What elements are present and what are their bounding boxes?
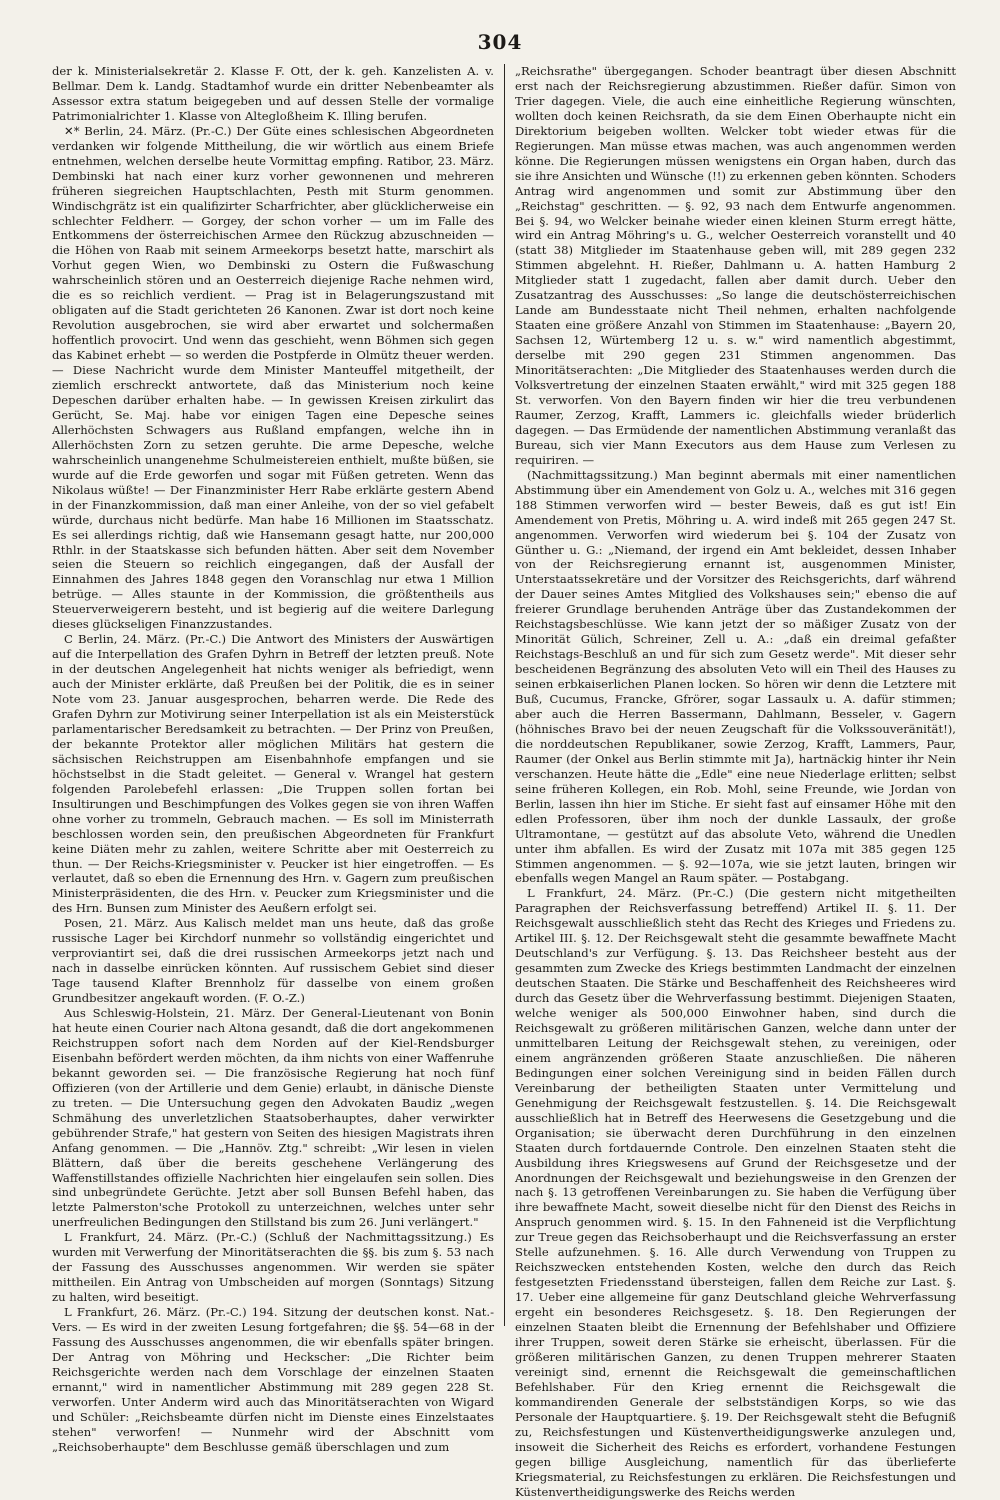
article-paragraph: C Berlin, 24. März. (Pr.-C.) Die Antwort des Ministers der Auswärtigen auf die Interpellation des Grafen Dyhrn in Betreff der letzten preuß. Note in der deutschen Angelegenheit hat nichts weniger als befriedigt, wenn auch der Minister erklärte, daß Preußen bei der Politik, die es in seiner Note vom 23. Januar ausgesprochen, beharren werde. Die Rede des Grafen Dyhrn zur Motivirung seiner Interpellation ist als ein Meisterstück parlamentarischer Beredsamkeit zu betrachten. — Der Prinz von Preußen, der bekannte Protektor aller möglichen Militärs hat gestern die sächsischen Reichstruppen am Eisenbahnhofe empfangen und sie höchstselbst in die Stadt geleitet. — General v. Wrangel hat gestern folgenden Parolebefehl erlassen: „Die Truppen sollen fortan bei Insultirungen und Beschimpfungen des Volkes gegen sie von ihren Waffen ohne vorher zu trommeln, Gebrauch machen. — Es soll im Ministerrath beschlossen worden sein, den preußischen Abgeordneten für Frankfurt keine Diäten mehr zu zahlen, weitere Schritte aber mit Oesterreich zu thun. — Der Reichs-Kriegsminister v. Peucker ist hier eingetroffen. — Es verlautet, daß so eben die Ernennung des Hrn. v. Gagern zum preußischen Ministerpräsidenten, die des Hrn. v. Peucker zum Kriegsminister und die des Hrn. Bunsen zum Minister des Aeußern erfolgt sei. <box>52 632 494 916</box>
text-columns <box>52 64 957 1499</box>
article-paragraph: L Frankfurt, 24. März. (Pr.-C.) (Die gestern nicht mitgetheilten Paragraphen der Reichsverfassung betreffend) Artikel II. §. 11. Der Reichsgewalt ausschließlich steht das Recht des Krieges und Friedens zu. Artikel III. §. 12. Der Reichsgewalt steht die gesammte bewaffnete Macht Deutschland's zur Verfügung. §. 13. Das Reichsheer besteht aus der gesammten zum Zwecke des Kriegs bestimmten Landmacht der einzelnen deutschen Staaten. Die Stärke und Beschaffenheit des Reichsheeres wird durch das Gesetz über die Wehrverfassung bestimmt. Diejenigen Staaten, welche weniger als 500,000 Einwohner haben, sind durch die Reichsgewalt zu größeren militärischen Ganzen, welche dann unter der unmittelbaren Leitung der Reichsgewalt stehen, zu vereinigen, oder einem angränzenden größeren Staate anzuschließen. Die näheren Bedingungen einer solchen Vereinigung sind in beiden Fällen durch Vereinbarung der betheiligten Staaten unter Vermittelung und Genehmigung der Reichsgewalt festzustellen. §. 14. Die Reichsgewalt ausschließlich hat in Betreff des Heerwesens die Gesetzgebung und die Organisation; sie überwacht deren Durchführung in den einzelnen Staaten durch fortdauernde Controle. Den einzelnen Staaten steht die Ausbildung ihres Kriegswesens auf Grund der Reichsgesetze und der Anordnungen der Reichsgewalt und beziehungsweise in den Grenzen der nach §. 13 getroffenen Vereinbarungen zu. Sie haben die Verfügung über ihre bewaffnete Macht, soweit dieselbe nicht für den Dienst des Reichs in Anspruch genommen wird. §. 15. In den Fahneneid ist die Verpflichtung zur Treue gegen das Reichsoberhaupt und die Reichsverfassung an erster Stelle aufzunehmen. §. 16. Alle durch Verwendung von Truppen zu Reichszwecken entstehenden Kosten, welche den durch das Reich festgesetzten Friedensstand übersteigen, fallen dem Reiche zur Last. §. 17. Ueber eine allgemeine für ganz Deutschland gleiche Wehrverfassung ergeht ein besonderes Reichsgesetz. §. 18. Den Regierungen der einzelnen Staaten bleibt die Ernennung der Befehlshaber und Offiziere ihrer Truppen, soweit deren Stärke sie erheischt, überlassen. Für die größeren militärischen Ganzen, zu denen Truppen mehrerer Staaten vereinigt sind, ernennt die Reichsgewalt die gemeinschaftlichen Befehlshaber. Für den Krieg ernennt die Reichsgewalt die kommandirenden Generale der selbstständigen Korps, so wie das Personale der Hauptquartiere. §. 19. Der Reichsgewalt steht die Befugniß zu, Reichsfestungen und Küstenvertheidigungswerke anzulegen und, insoweit die Sicherheit des Reichs es erfordert, vorhandene Festungen gegen billige Ausgleichung, namentlich für das überlieferte Kriegsmaterial, zu Reichsfestungen zu erklären. Die Reichsfestungen und Küstenvertheidigungswerke des Reichs werden <box>515 886 956 1499</box>
article-paragraph: L Frankfurt, 26. März. (Pr.-C.) 194. Sitzung der deutschen konst. Nat.-Vers. — Es wird in der zweiten Lesung fortgefahren; die §§. 54—68 in der Fassung des Ausschusses angenommen, die wir ebenfalls später bringen. Der Antrag von Möhring und Heckscher: „Die Richter beim Reichsgerichte werden nach dem Vorschlage der einzelnen Staaten ernannt," wird in namentlicher Abstimmung mit 289 gegen 228 St. verworfen. Unter Anderm wird auch das Minoritätserachten von Wigard und Schüler: „Reichsbeamte dürfen nicht im Dienste eines Einzelstaates stehen" verworfen! — Nunmehr wird der Abschnitt vom „Reichsoberhaupte" dem Beschlusse gemäß überschlagen und zum <box>52 1305 494 1454</box>
left-column <box>52 64 504 1454</box>
right-column <box>504 64 956 1499</box>
article-paragraph: der k. Ministerialsekretär 2. Klasse F. Ott, der k. geh. Kanzelisten A. v. Bellmar. Dem k. Landg. Stadtamhof wurde ein dritter Nebenbeamter als Assessor extra statum beigegeben und auf dessen Stelle der vormalige Patrimonialrichter 1. Klasse von Altegloßheim K. Illing berufen. <box>52 64 494 123</box>
article-paragraph: „Reichsrathe" übergegangen. Schoder beantragt über diesen Abschnitt erst nach der Reichsregierung abzustimmen. Rießer dafür. Simon von Trier dagegen. Viele, die auch eine einheitliche Regierung wünschten, wollten doch keinen Reichsrath, da sie dem Einen Oberhaupte nicht ein Direktorium beigeben wollten. Welcker tobt wieder etwas für die Regierungen. Man müsse etwas machen, was auch angenommen werden könne. Die Regierungen müssen wenigstens ein Organ haben, durch das sie ihre Ansichten und Wünsche (!!) zu erkennen geben könnten. Schoders Antrag wird angenommen und somit zur Abstimmung über den „Reichstag" geschritten. — §. 92, 93 nach dem Entwurfe angenommen. Bei §. 94, wo Welcker beinahe wieder einen kleinen Sturm erregt hätte, wird ein Antrag Möhring's u. G., welcher Oesterreich voranstellt und 40 (statt 38) Mitglieder im Staatenhause geben will, mit 289 gegen 232 Stimmen abgelehnt. H. Rießer, Dahlmann u. A. hatten Hamburg 2 Mitglieder statt 1 zugedacht, fallen aber damit durch. Ueber den Zusatzantrag des Ausschusses: „So lange die deutschösterreichischen Lande am Bundesstaate nicht Theil nehmen, erhalten nachfolgende Staaten eine größere Anzahl von Stimmen im Staatenhause: „Bayern 20, Sachsen 12, Würtemberg 12 u. s. w." wird namentlich abgestimmt, derselbe mit 290 gegen 231 Stimmen angenommen. Das Minoritätserachten: „Die Mitglieder des Staatenhauses werden durch die Volksvertretung der einzelnen Staaten erwählt," wird mit 325 gegen 188 St. verworfen. Von den Bayern finden wir hier die treu verbundenen Raumer, Zerzog, Krafft, Lammers ic. gleichfalls wieder brüderlich dagegen. — Das Ermüdende der namentlichen Abstimmung veranlaßt das Bureau, sich vier Mann Executors aus dem Hause zum Verlesen zu requiriren. — <box>515 64 956 467</box>
article-paragraph: ✕* Berlin, 24. März. (Pr.-C.) Der Güte eines schlesischen Abgeordneten verdanken wir folgende Mittheilung, die wir wörtlich aus einem Briefe entnehmen, welchen derselbe heute Vormittag empfing. Ratibor, 23. März. Dembinski hat nach einer kurz vorher gewonnenen und mehreren früheren siegreichen Hauptschlachten, Pesth mit Sturm genommen. Windischgrätz ist ein qualifizirter Scharfrichter, aber glücklicherweise ein schlechter Feldherr. — Gorgey, der schon vorher — um im Falle des Entkommens der österreichischen Armee den Rückzug abzuschneiden — die Höhen von Raab mit seinem Armeekorps besetzt hatte, marschirt als Vorhut gegen Wien, wo Dembinski zu Ostern die Fußwaschung wahrscheinlich stören und an Oesterreich diejenige Rache nehmen wird, die es so reichlich verdient. — Prag ist in Belagerungszustand mit obligaten auf die Stadt gerichteten 26 Kanonen. Zwar ist dort noch keine Revolution ausgebrochen, sie wird aber erwartet und solchermaßen hoffentlich provocirt. Und wenn das geschieht, wenn Böhmen sich gegen das Kabinet erhebt — so werden die Postpferde in Olmütz theuer werden. — Diese Nachricht wurde dem Minister Manteuffel mitgetheilt, der ziemlich erschreckt antwortete, daß das Ministerium noch keine Depeschen darüber erhalten habe. — In gewissen Kreisen zirkulirt das Gerücht, Se. Maj. habe vor einigen Tagen eine Depesche seines Allerhöchsten Schwagers aus Rußland empfangen, welche ihn in Allerhöchsten Zorn zu setzen geruhte. Die arme Depesche, welche wahrscheinlich unangenehme Schulmeistereien enthielt, mußte büßen, sie wurde auf die Erde geworfen und sogar mit Füßen getreten. Wenn das Nikolaus wüßte! — Der Finanzminister Herr Rabe erklärte gestern Abend in der Finanzkommission, daß man einer Anleihe, von der so viel gefabelt würde, durchaus nicht bedürfe. Man habe 16 Millionen im Staatsschatz. Es sei allerdings richtig, daß wie Hansemann gesagt hatte, nur 200,000 Rthlr. in der Staatskasse sich befunden hätten. Aber seit dem November seien die Steuern so reichlich eingegangen, daß der Ausfall der Einnahmen des Jahres 1848 gegen den Voranschlag nur etwa 1 Million betrüge. — Alles staunte in der Kommission, die größtentheils aus Steuerverweigerern besteht, und ist begierig auf die weitere Darlegung dieses glückseligen Finanzzustandes. <box>52 123 494 632</box>
article-paragraph: Aus Schleswig-Holstein, 21. März. Der General-Lieutenant von Bonin hat heute einen Courier nach Altona gesandt, daß die dort angekommenen Reichstruppen sofort nach dem Norden auf der Kiel-Rendsburger Eisenbahn befördert werden möchten, da ihm nichts von einer Waffenruhe bekannt geworden sei. — Die französische Regierung hat noch fünf Offizieren (von der Artillerie und dem Genie) erlaubt, in dänische Dienste zu treten. — Die Untersuchung gegen den Advokaten Baudiz „wegen Schmähung des unverletzlichen Staatsoberhauptes, daher verwirkter gebührender Strafe," hat gestern von Seiten des hiesigen Magistrats ihren Anfang genommen. — Die „Hannöv. Ztg." schreibt: „Wir lesen in vielen Blättern, daß über die bereits geschehene Verlängerung des Waffenstillstandes offizielle Nachrichten hier eingelaufen sein sollen. Dies sind unbegründete Gerüchte. Jetzt aber soll Bunsen Befehl haben, das letzte Palmerston'sche Protokoll zu unterzeichnen, welches unter sehr unerfreulichen Bedingungen den Stillstand bis zum 26. Juni verlängert." <box>52 1006 494 1230</box>
page-number: 304 <box>477 30 523 54</box>
article-paragraph: L Frankfurt, 24. März. (Pr.-C.) (Schluß der Nachmittagssitzung.) Es wurden mit Verwerfung der Minoritätserachten die §§. bis zum §. 53 nach der Fassung des Ausschusses angenommen. Wir werden sie später mittheilen. Ein Antrag von Umbscheiden auf morgen (Sonntags) Sitzung zu halten, wird beseitigt. <box>52 1230 494 1305</box>
article-paragraph: (Nachmittagssitzung.) Man beginnt abermals mit einer namentlichen Abstimmung über ein Amendement von Golz u. A., welches mit 316 gegen 188 Stimmen verworfen wird — bester Beweis, daß es gut ist! Ein Amendement von Pretis, Möhring u. A. wird indeß mit 265 gegen 247 St. angenommen. Verworfen wird wiederum bei §. 104 der Zusatz von Günther u. G.: „Niemand, der irgend ein Amt bekleidet, dessen Inhaber von der Reichsregierung ernannt ist, ausgenommen Minister, Unterstaatssekretäre und der Vorsitzer des Reichsgerichts, darf während der Dauer seines Amtes Mitglied des Volkshauses sein;" ebenso die auf freierer Grundlage beruhenden Anträge über das Zustandekommen der Reichstagsbeschlüsse. Wie kann jetzt der so mäßiger Zusatz von der Minorität Gülich, Schreiner, Zell u. A.: „daß ein dreimal gefaßter Reichstags-Beschluß an und für sich zum Gesetz werde". Mit dieser sehr bescheidenen Begränzung des absoluten Veto will ein Theil des Hauses zu seinen erbkaiserlichen Planen locken. So hören wir denn die Letztere mit Buß, Cucumus, Francke, Gfrörer, sogar Lassaulx u. A. dafür stimmen; aber auch die Herren Bassermann, Dahlmann, Besseler, v. Gagern (höhnisches Bravo bei der neuen Zeugschaft für die Volkssouveränität!), die norddeutschen Republikaner, sowie Zerzog, Krafft, Lammers, Paur, Raumer (der Onkel aus Berlin stimmte mit Ja), hartnäckig hinter ihr Nein verschanzen. Heute hätte die „Edle" eine neue Niederlage erlitten; selbst seine früheren Kollegen, ein Rob. Mohl, seine Freunde, wie Jordan von Berlin, lassen ihn hier im Stiche. Er sieht fast auf einsamer Höhe mit den edlen Professoren, über ihm noch der dunkle Lassaulx, der große Ultramontane, — gestützt auf das absolute Veto, während die Unedlen unter ihm abfallen. Es wird der Zusatz mit 107a mit 385 gegen 125 Stimmen angenommen. — §. 92—107a, wie sie jetzt lauten, bringen wir ebenfalls wegen Mangel an Raum später. — Postabgang. <box>515 467 956 886</box>
article-paragraph: Posen, 21. März. Aus Kalisch meldet man uns heute, daß das große russische Lager bei Kirchdorf nunmehr so vollständig eingerichtet und verproviantirt sei, daß die drei russischen Armeekorps jetzt nach und nach in dasselbe einrücken könnten. Auf russischem Gebiet sind dieser Tage tausend Klafter Brennholz für dasselbe von einem großen Grundbesitzer angekauft worden. (F. O.-Z.) <box>52 916 494 1006</box>
